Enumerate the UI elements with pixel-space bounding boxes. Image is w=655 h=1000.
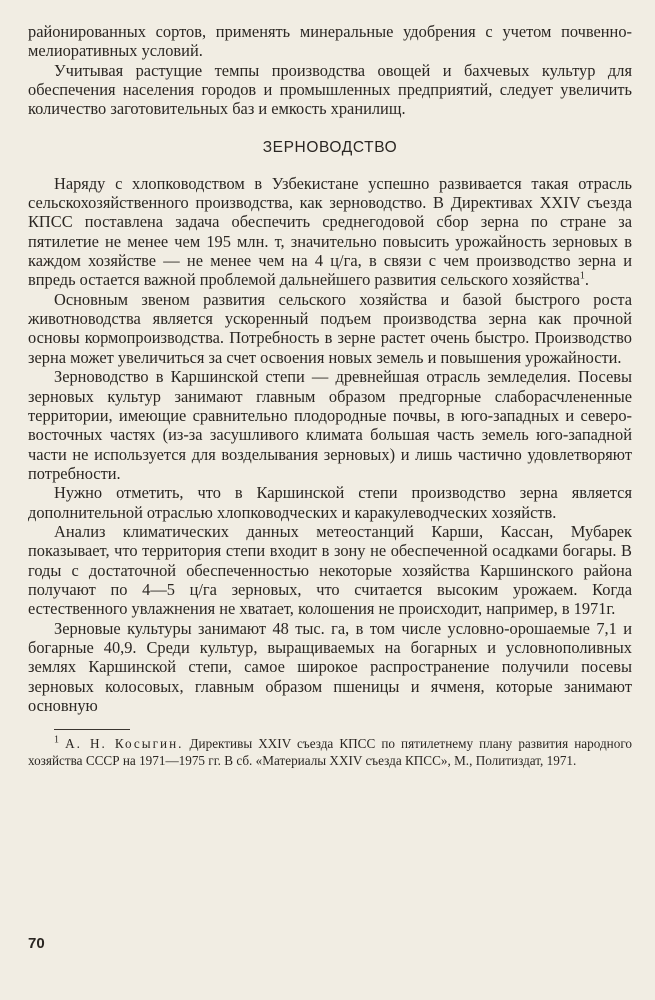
paragraph-body-5: Зерновые культуры занимают 48 тыс. га, в том числе условно-орошаемые 7,1 и богарные 40,9. Среди культур, выращиваемых на богарных и условнополивных землях Каршинской степи, самое широкое распространение получили посевы зерновых колосовых, главным образом пшеницы и ячменя, которые занимают основную	[28, 618, 632, 715]
paragraph-intro	[28, 174, 632, 290]
paragraph-body-4: Анализ климатических данных метеостанций Карши, Кассан, Мубарек показывает, что территория степи входит в зону не обеспеченной осадками богары. В годы с достаточной обеспеченностью некоторые хозяйства Каршинского района получают по 4—5 ц/га зерновых, что считается высоким урожаем. Когда естественного увлажнения не хватает, колошения не происходит, например, в 1971г.	[28, 521, 632, 619]
page-text	[28, 22, 632, 769]
paragraph-intro-text: Наряду с хлопководством в Узбекистане успешно развивается такая отрасль сельскохозяйственного производства, как зерноводство. В Директивах XXIV съезда КПСС поставлена задача обеспечить среднегодовой сбор зерна по стране за пятилетие не менее чем 195 млн. т, значительно повысить урожайность зерновых в каждом хозяйстве — не менее чем на 4 ц/га, в связи с чем производство зерна и впредь остается важной проблемой дальнейшего развития сельского хозяйства	[28, 173, 632, 290]
footnote-author: А. Н. Косыгин.	[65, 736, 184, 752]
paragraph-body-3: Нужно отметить, что в Каршинской степи производство зерна является дополнительной отраслью хлопководческих и каракулеводческих хозяйств.	[28, 483, 632, 522]
paragraph-body-2: Зерноводство в Каршинской степи — древнейшая отрасль земледелия. Посевы зерновых культур занимают главным образом предгорные слаборасчлененные территории, имеющие сравнительно плодородные почвы, в юго-западных и северо-восточных частях (из-за засушливого климата большая часть земель юго-западной части не используется для возделывания зерновых) и лишь частично удовлетворяют потребности.	[28, 367, 632, 483]
paragraph-intro-end: .	[584, 270, 589, 290]
footnote-reference: 1	[579, 270, 585, 282]
paragraph-continued: районированных сортов, применять минеральные удобрения с учетом почвенно-мелиоративных условий.	[28, 22, 632, 61]
footnote-text: Директивы XXIV съезда КПСС по пятилетнему плану развития народного хозяйства СССР на 1971—1975 гг. В сб. «Материалы XXIV съезда КПСС», М., Политиздат, 1971.	[28, 736, 632, 768]
footnote-divider	[54, 729, 130, 730]
section-title: ЗЕРНОВОДСТВО	[262, 138, 398, 156]
paragraph-body-1: Основным звеном развития сельского хозяйства и базой быстрого роста животноводства является ускоренный подъем производства зерна как прочной основы кормопроизводства. Потребность в зерне растет очень быстро. Производство зерна может увеличиться за счет освоения новых земель и повышения урожайности.	[28, 289, 632, 367]
footnote-marker: 1	[54, 734, 59, 746]
page-number: 70	[28, 935, 45, 952]
footnote	[28, 736, 632, 769]
paragraph-storage: Учитывая растущие темпы производства овощей и бахчевых культур для обеспечения населения городов и промышленных предприятий, следует увеличить количество заготовительных баз и емкость хранилищ.	[28, 60, 632, 119]
